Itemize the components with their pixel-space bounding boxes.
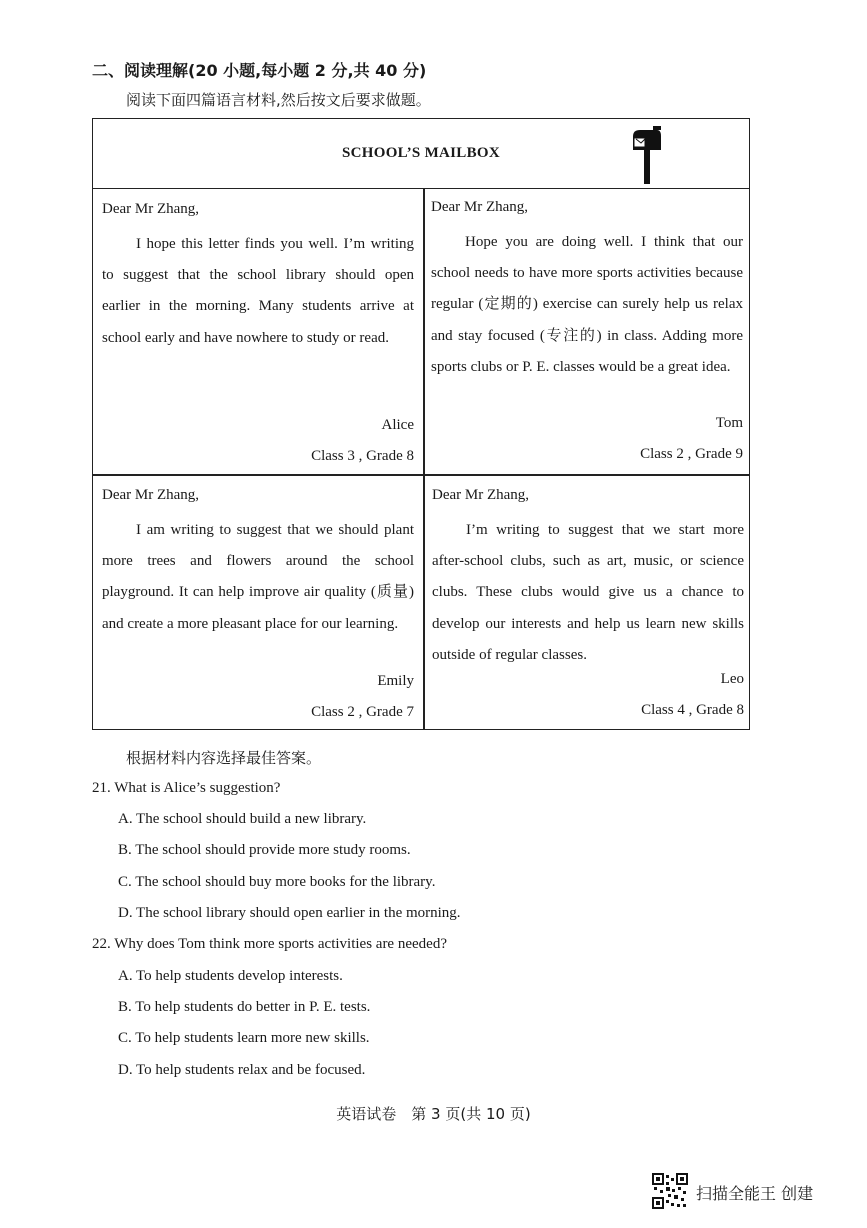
watermark-text: 扫描全能王 创建 (696, 1184, 814, 1203)
row-divider (93, 474, 749, 476)
choose-instruction: 根据材料内容选择最佳答案。 (126, 749, 322, 767)
letter-signer: Emily (377, 673, 414, 689)
mailbox-table (92, 118, 750, 730)
section-instruction: 阅读下面四篇语言材料,然后按文后要求做题。 (126, 91, 431, 109)
question-option: A. The school should build a new library. (118, 811, 367, 827)
mailbox-header (93, 119, 749, 189)
letter-greeting: Dear Mr Zhang, (431, 199, 529, 215)
question-option: C. The school should buy more books for the library. (118, 874, 436, 890)
column-divider (423, 189, 425, 729)
letter-body: I hope this letter finds you well. I’m writing to suggest that the school library should open earlier in the morning. Many students arrive at school early and have nowhere to study or read. (102, 236, 414, 346)
letter-body: Hope you are doing well. I think that our school needs to have more sports activities because regular (定期的) exercise can surely help us relax and stay focused (专注的) in class. Adding more sports clubs or P. E. classes would be a great idea. (431, 234, 743, 375)
letter-body: I am writing to suggest that we should plant more trees and flowers around the school playground. It can help improve air quality (质量) and create a more pleasant place for our learning. (102, 522, 414, 632)
letter-class: Class 2 , Grade 9 (640, 446, 743, 462)
letter-class: Class 3 , Grade 8 (311, 448, 414, 464)
qr-code-icon (652, 1173, 688, 1209)
question-stem: 22. Why does Tom think more sports activities are needed? (92, 936, 447, 952)
question-option: A. To help students develop interests. (118, 968, 343, 984)
letter-class: Class 2 , Grade 7 (311, 704, 414, 720)
question-option: D. To help students relax and be focused. (118, 1062, 366, 1078)
letter-signer: Tom (715, 415, 743, 431)
section-heading: 二、阅读理解(20 小题,每小题 2 分,共 40 分) (92, 61, 427, 80)
question-option: B. The school should provide more study rooms. (118, 842, 411, 858)
letter-greeting: Dear Mr Zhang, (102, 201, 200, 217)
letter-greeting: Dear Mr Zhang, (432, 487, 530, 503)
question-stem: 21. What is Alice’s suggestion? (92, 780, 281, 796)
letter-greeting: Dear Mr Zhang, (102, 487, 200, 503)
scanner-watermark (652, 1173, 842, 1209)
mailbox-icon (627, 126, 667, 184)
mailbox-title: SCHOOL’S MAILBOX (341, 145, 501, 161)
question-option: D. The school library should open earlier in the morning. (118, 905, 461, 921)
question-option: B. To help students do better in P. E. tests. (118, 999, 371, 1015)
letter-body: I’m writing to suggest that we start more after-school clubs, such as art, music, or science clubs. These clubs would give us a chance to develop our interests and help us learn new skills outside of regular classes. (432, 522, 744, 663)
page-footer: 英语试卷 第 3 页(共 10 页) (336, 1105, 531, 1123)
letter-signer: Alice (381, 417, 414, 433)
letter-class: Class 4 , Grade 8 (641, 702, 744, 718)
letter-signer: Leo (720, 671, 744, 687)
question-option: C. To help students learn more new skills. (118, 1030, 370, 1046)
